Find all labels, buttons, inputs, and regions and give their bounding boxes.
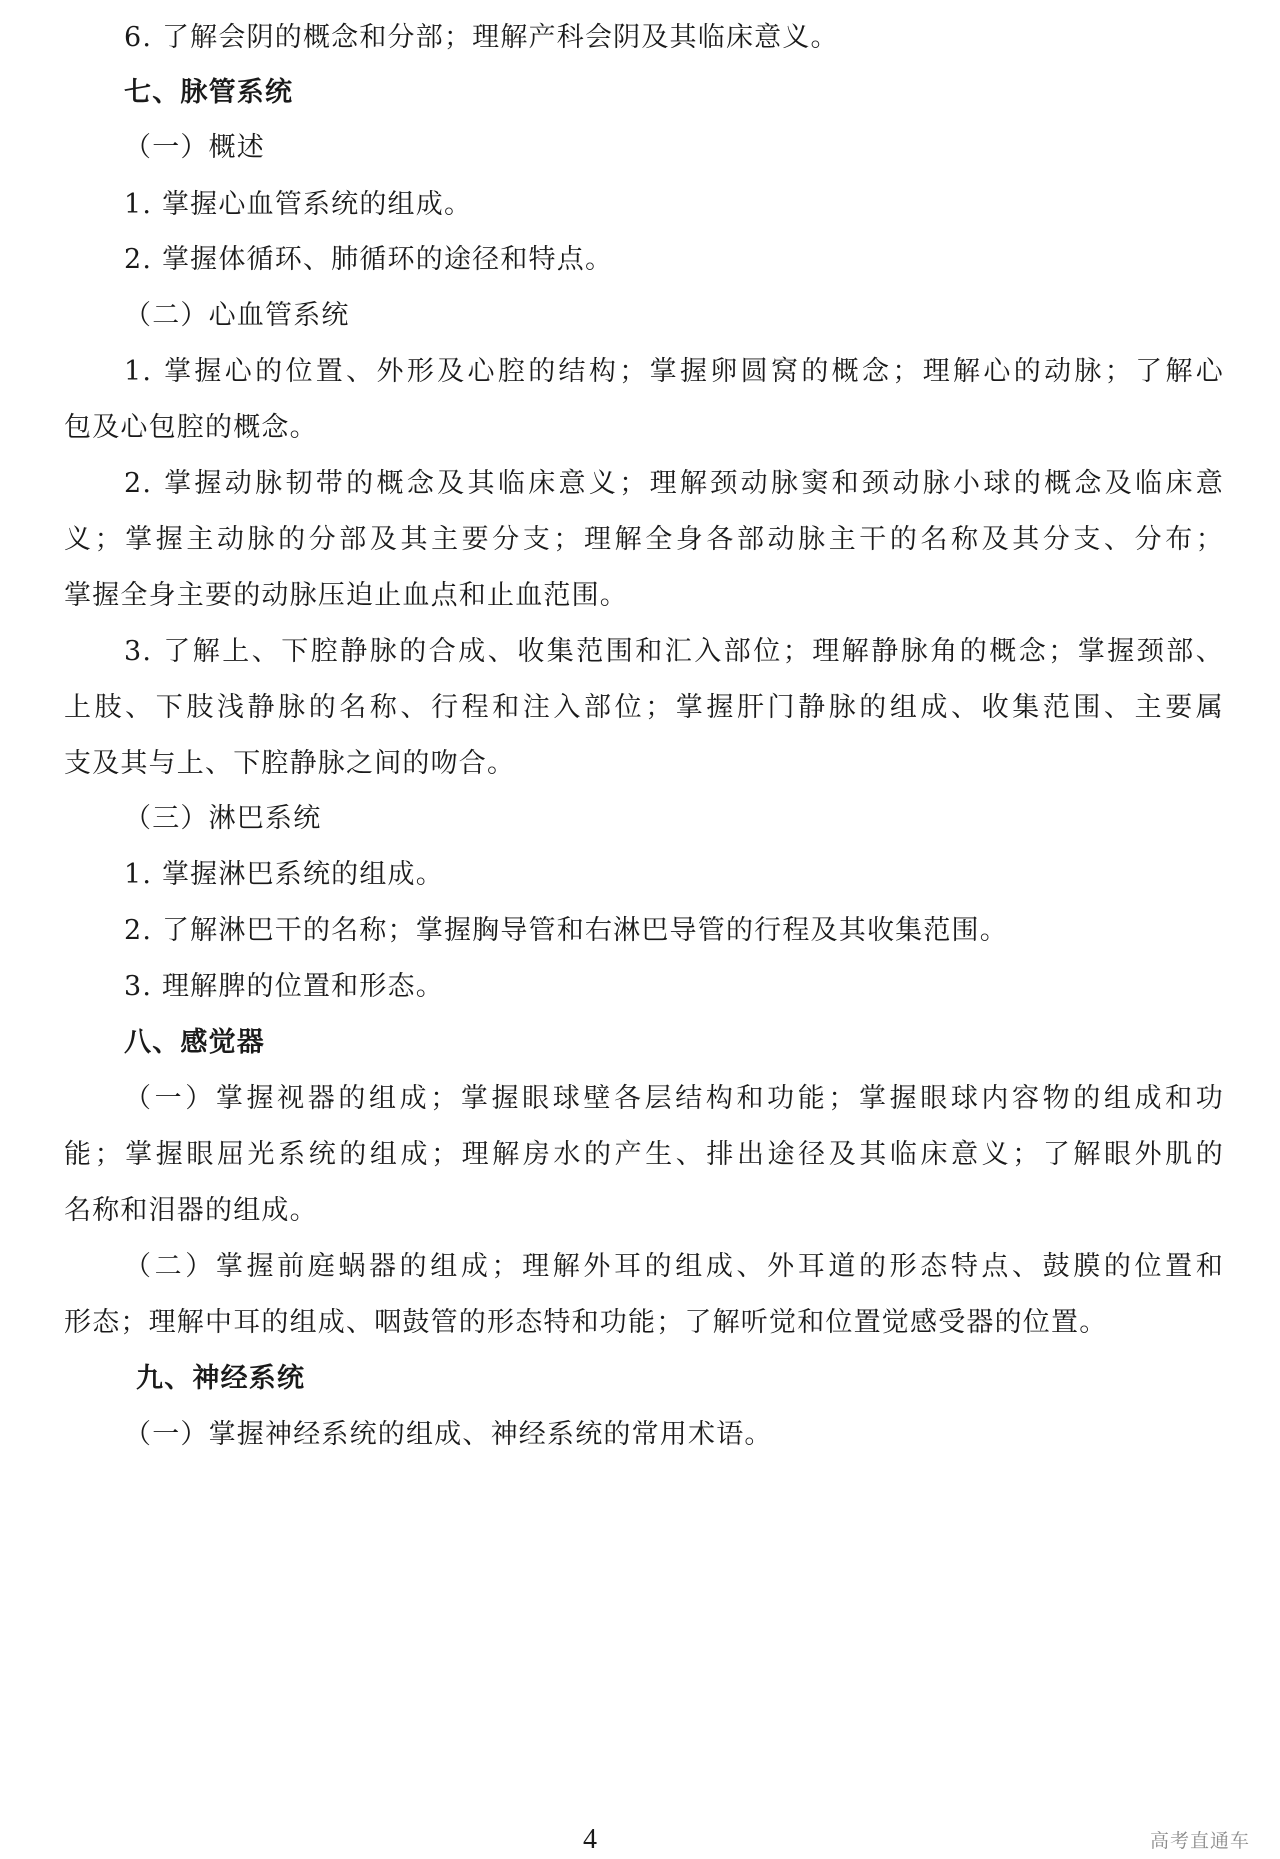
paragraph-line: （一）掌握神经系统的组成、神经系统的常用术语。 — [124, 1419, 773, 1450]
paragraph-line: 能；掌握眼屈光系统的组成；理解房水的产生、排出途径及其临床意义；了解眼外肌的 — [64, 1139, 1224, 1170]
paragraph-line: 3. 了解上、下腔静脉的合成、收集范围和汇入部位；理解静脉角的概念；掌握颈部、 — [124, 636, 1224, 667]
paragraph-line: 掌握全身主要的动脉压迫止血点和止血范围。 — [64, 580, 628, 611]
paragraph-line: 名称和泪器的组成。 — [64, 1195, 318, 1226]
list-item: 2. 掌握体循环、肺循环的途径和特点。 — [124, 244, 614, 275]
paragraph-line: 2. 掌握动脉韧带的概念及其临床意义；理解颈动脉窦和颈动脉小球的概念及临床意 — [124, 468, 1224, 499]
page-number: 4 — [583, 1824, 597, 1855]
paragraph-line: 义；掌握主动脉的分部及其主要分支；理解全身各部动脉主干的名称及其分支、分布； — [64, 524, 1224, 555]
section-heading-vascular-system: 七、脉管系统 — [124, 77, 294, 108]
section-heading-nervous-system: 九、神经系统 — [136, 1363, 306, 1394]
list-item: 2. 了解淋巴干的名称；掌握胸导管和右淋巴导管的行程及其收集范围。 — [124, 915, 1008, 946]
subsection-heading-lymphatic: （三）淋巴系统 — [124, 803, 322, 834]
paragraph-line: 支及其与上、下腔静脉之间的吻合。 — [64, 748, 516, 779]
paragraph-line: （一）掌握视器的组成；掌握眼球壁各层结构和功能；掌握眼球内容物的组成和功 — [124, 1083, 1224, 1114]
paragraph-line: 上肢、下肢浅静脉的名称、行程和注入部位；掌握肝门静脉的组成、收集范围、主要属 — [64, 692, 1224, 723]
paragraph-line: （二）掌握前庭蜗器的组成；理解外耳的组成、外耳道的形态特点、鼓膜的位置和 — [124, 1251, 1224, 1282]
paragraph-line: 1. 掌握心的位置、外形及心腔的结构；掌握卵圆窝的概念；理解心的动脉；了解心 — [124, 356, 1224, 387]
list-item: 1. 掌握心血管系统的组成。 — [124, 189, 473, 220]
list-item: 1. 掌握淋巴系统的组成。 — [124, 859, 444, 890]
subsection-heading-overview: （一）概述 — [124, 132, 265, 163]
subsection-heading-cardiovascular: （二）心血管系统 — [124, 300, 350, 331]
watermark: 高考直通车 — [1149, 1830, 1250, 1852]
item-6-perineum: 6. 了解会阴的概念和分部；理解产科会阴及其临床意义。 — [124, 22, 839, 53]
list-item: 3. 理解脾的位置和形态。 — [124, 971, 444, 1002]
paragraph-line: 包及心包腔的概念。 — [64, 412, 318, 443]
paragraph-line: 形态；理解中耳的组成、咽鼓管的形态特和功能；了解听觉和位置觉感受器的位置。 — [64, 1307, 1108, 1338]
section-heading-sense-organs: 八、感觉器 — [124, 1027, 265, 1058]
